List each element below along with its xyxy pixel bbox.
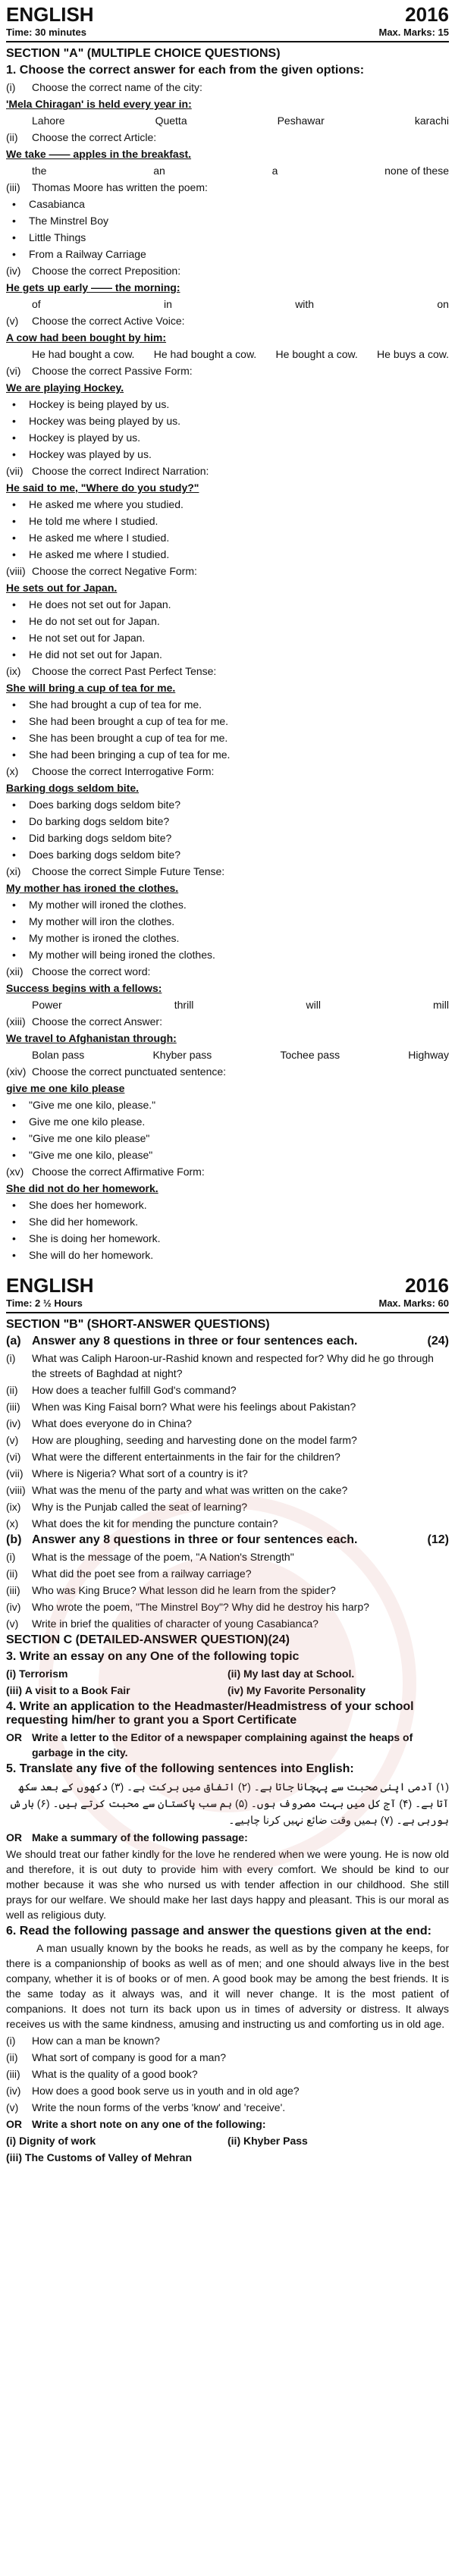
mcq-option: • She will do her homework.	[0, 1247, 455, 1263]
mcq-instruction	[0, 262, 455, 279]
mcq-option: • She is doing her homework.	[0, 1230, 455, 1247]
item-number: (v)	[6, 2101, 19, 2113]
mcq-instruction	[0, 863, 455, 880]
topic-text: Khyber Pass	[243, 2135, 308, 2147]
topic-text: My Favorite Personality	[246, 1684, 366, 1696]
poem-question	[0, 1599, 455, 1615]
item-text: How does a good book serve us in youth and in old age?	[32, 2085, 300, 2097]
mcq-option: • My mother will being ironed the clothes.	[0, 946, 455, 963]
mcq-number: (xi)	[6, 865, 21, 877]
mcq-option: • He does not set out for Japan.	[0, 596, 455, 613]
time-label: Time: 2 ½ Hours	[6, 1297, 83, 1309]
mcq-option: Peshawar	[277, 115, 325, 127]
short-question	[0, 1398, 455, 1415]
mcq-option: of	[32, 298, 41, 310]
mcq-options	[0, 996, 455, 1013]
mcq-option: the	[32, 165, 47, 177]
mcq-number: (i)	[6, 81, 16, 93]
topic-number: (i)	[6, 1668, 17, 1680]
question-marks: (24)	[427, 1335, 449, 1348]
paper-objective	[0, 0, 455, 1263]
mcq-option: • My mother will ironed the clothes.	[0, 896, 455, 913]
short-question	[0, 1515, 455, 1532]
mcq-number: (xii)	[6, 965, 24, 977]
short-question	[0, 1350, 455, 1382]
item-text: When was King Faisal born? What were his feelings about Pakistan?	[32, 1401, 356, 1413]
mcq-option: • Casabianca	[0, 196, 455, 212]
mcq-option: with	[295, 298, 315, 310]
topic-text: Terrorism	[19, 1668, 68, 1680]
mcq-option: • He asked me where you studied.	[0, 496, 455, 513]
item-number: (iv)	[6, 2085, 21, 2097]
mcq-instruction	[0, 563, 455, 579]
mcq-stem: He gets up early —— the morning:	[6, 281, 180, 293]
urdu-sentences: (۱) آدمی اپنی صحبت سے پہچانا جاتا ہے۔ (۲) اتفاق میں برکت ہے۔ (۳) دکھوں کے بعد سکھ آتا ہے۔ (۴) آج کل میں بہت مصروف ہوں۔ (۵) ہم سب پاکستان سے محبت کرتے ہیں۔ (۶) بارش ہورہی ہے۔ (۷) ہمیں وقت ضائع نہیں کرنا چاہیے۔	[9, 1781, 449, 1826]
topic-number: (ii)	[228, 2135, 241, 2147]
mcq-option: • My mother will iron the clothes.	[0, 913, 455, 930]
mcq-option: • She had been bringing a cup of tea for me.	[0, 746, 455, 763]
item-text: What does the kit for mending the puncture contain?	[32, 1517, 278, 1530]
mcq-options	[0, 296, 455, 312]
mcq-instruction	[0, 362, 455, 379]
mcq-options	[0, 162, 455, 179]
or-text: Write a short note on any one of the following:	[32, 2118, 266, 2130]
item-text: How does a teacher fulfill God's command?	[32, 1384, 237, 1396]
or-text: Make a summary of the following passage:	[32, 1831, 248, 1843]
mcq-instruction-text: Choose the correct word:	[32, 965, 151, 977]
question-6-list	[0, 2032, 455, 2116]
item-number: (x)	[6, 1517, 19, 1530]
mcq-stem: We are playing Hockey.	[6, 381, 124, 394]
item-number: (viii)	[6, 1484, 26, 1496]
mcq-instruction	[0, 763, 455, 780]
mcq-instruction	[0, 963, 455, 980]
mcq-stem: Success begins with a fellows:	[6, 982, 162, 994]
comprehension-passage: A man usually known by the books he reads, as well as by the company he keeps, for there is a companionship of books as well as of men; and one should always live in the best company, whether it is of books or of men. A good book may be among the best friends. It is the same today as it always was, and it will never change. It is the most patient of companions. It does not turn its back upon us in times of adversity or distress. It always receives us with the same kindness, amusing and instructing us and comforting us in old age.	[6, 1942, 449, 2030]
question-5-or	[0, 1829, 455, 1846]
mcq-instruction-text: Choose the correct Simple Future Tense:	[32, 865, 225, 877]
mcq-instruction	[0, 1163, 455, 1180]
mcq-options	[0, 346, 455, 362]
topic-number: (iv)	[228, 1684, 243, 1696]
question-4-or	[0, 1729, 455, 1761]
paper-meta	[0, 27, 455, 38]
mcq-instruction	[0, 1013, 455, 1030]
mcq-option: • Hockey is played by us.	[0, 429, 455, 446]
mcq-list	[0, 79, 455, 1263]
mcq-stem: A cow had been bought by him:	[6, 331, 167, 344]
mcq-instruction-text: Choose the correct Affirmative Form:	[32, 1166, 205, 1178]
note-topic	[6, 2150, 449, 2165]
mcq-stem: 'Mela Chiragan' is held every year in:	[6, 98, 192, 110]
mcq-instruction-text: Choose the correct Article:	[32, 131, 157, 143]
mcq-option: • Give me one kilo please.	[0, 1113, 455, 1130]
mcq-instruction	[0, 79, 455, 96]
mcq-number: (ix)	[6, 665, 21, 677]
mcq-stem: She did not do her homework.	[6, 1182, 158, 1194]
item-number: (v)	[6, 1434, 19, 1446]
paper-header	[0, 1274, 455, 1297]
mcq-number: (ii)	[6, 131, 18, 143]
mcq-instruction	[0, 663, 455, 679]
mcq-instruction-text: Choose the correct Indirect Narration:	[32, 465, 209, 477]
divider	[6, 41, 449, 42]
mcq-option: a	[271, 165, 278, 177]
item-text: What was Caliph Haroon-ur-Rashid known and respected for? Why did he go through the streets of Baghdad at night?	[32, 1352, 434, 1379]
item-text: How can a man be known?	[32, 2035, 160, 2047]
paper-header	[0, 3, 455, 27]
mcq-option: • The Minstrel Boy	[0, 212, 455, 229]
item-number: (ii)	[6, 1384, 18, 1396]
question-text: Answer any 8 questions in three or four sentences each.	[32, 1335, 358, 1348]
year-label: 2016	[405, 1274, 449, 1297]
divider	[6, 1312, 449, 1313]
mcq-number: (vii)	[6, 465, 24, 477]
item-number: (v)	[6, 1617, 19, 1630]
mcq-option: • Hockey is being played by us.	[0, 396, 455, 413]
short-question	[0, 1465, 455, 1482]
mcq-option: He had bought a cow.	[32, 348, 135, 360]
mcq-number: (xiii)	[6, 1015, 26, 1028]
mcq-instruction-text: Choose the correct punctuated sentence:	[32, 1065, 227, 1078]
mcq-option: an	[153, 165, 165, 177]
mcq-option: • She does her homework.	[0, 1197, 455, 1213]
question-2b-list	[0, 1548, 455, 1632]
item-text: Who wrote the poem, "The Minstrel Boy"? Why did he destroy his harp?	[32, 1601, 369, 1613]
mcq-stem: We travel to Afghanistan through:	[6, 1032, 177, 1044]
mcq-option: none of these	[384, 165, 449, 177]
mcq-option: • Hockey was being played by us.	[0, 413, 455, 429]
poem-question	[0, 1615, 455, 1632]
short-question	[0, 1498, 455, 1515]
subject-title: ENGLISH	[6, 3, 94, 26]
item-number: (ii)	[6, 2051, 18, 2063]
mcq-instruction-text: Choose the correct Passive Form:	[32, 365, 193, 377]
mcq-instruction-text: Thomas Moore has written the poem:	[32, 181, 208, 193]
mcq-number: (x)	[6, 765, 19, 777]
question-2a	[0, 1333, 455, 1350]
item-text: Why is the Punjab called the seat of learning?	[32, 1501, 248, 1513]
essay-topic	[228, 1683, 449, 1698]
item-number: (vi)	[6, 1451, 21, 1463]
section-c-title: SECTION C (DETAILED-ANSWER QUESTION)(24)	[6, 1633, 290, 1646]
mcq-number: (vi)	[6, 365, 21, 377]
question-3-topics	[0, 1665, 455, 1699]
mcq-option: • He asked me where I studied.	[0, 546, 455, 563]
mcq-options	[0, 1046, 455, 1063]
mcq-option: • He not set out for Japan.	[0, 629, 455, 646]
item-text: Where is Nigeria? What sort of a country is it?	[32, 1467, 248, 1479]
question-6-or	[0, 2116, 455, 2132]
mcq-option: • Hockey was played by us.	[0, 446, 455, 463]
mcq-stem: We take —— apples in the breakfast.	[6, 148, 192, 160]
mcq-option: will	[306, 999, 321, 1011]
mcq-option: • He did not set out for Japan.	[0, 646, 455, 663]
topic-text: My last day at School.	[243, 1668, 355, 1680]
mcq-options	[0, 112, 455, 129]
mcq-number: (viii)	[6, 565, 26, 577]
question-6-or-topics	[0, 2132, 455, 2166]
or-label: OR	[6, 1831, 22, 1843]
question-number: (a)	[6, 1335, 21, 1348]
mcq-instruction-text: Choose the correct Negative Form:	[32, 565, 197, 577]
mcq-option: Quetta	[155, 115, 187, 127]
item-text: What does everyone do in China?	[32, 1417, 192, 1429]
mcq-option: • Does barking dogs seldom bite?	[0, 846, 455, 863]
mcq-instruction	[0, 179, 455, 196]
question-6: 6. Read the following passage and answer the questions given at the end:	[6, 1925, 431, 1937]
mcq-instruction-text: Choose the correct name of the city:	[32, 81, 202, 93]
mcq-number: (iv)	[6, 265, 21, 277]
mcq-number: (xiv)	[6, 1065, 27, 1078]
item-text: What was the menu of the party and what was written on the cake?	[32, 1484, 348, 1496]
note-topic-row	[0, 2149, 455, 2166]
mcq-option: Lahore	[32, 115, 65, 127]
item-number: (iv)	[6, 1417, 21, 1429]
item-number: (i)	[6, 1352, 16, 1364]
mcq-option: Highway	[408, 1049, 449, 1061]
poem-question	[0, 1582, 455, 1599]
marks-label: Max. Marks: 60	[378, 1297, 449, 1309]
comprehension-question	[0, 2032, 455, 2049]
mcq-option: He had bought a cow.	[153, 348, 257, 360]
mcq-option: Bolan pass	[32, 1049, 85, 1061]
question-5: 5. Translate any five of the following sentences into English:	[6, 1762, 354, 1775]
mcq-option: • She had brought a cup of tea for me.	[0, 696, 455, 713]
poem-question	[0, 1565, 455, 1582]
mcq-option: • "Give me one kilo, please"	[0, 1147, 455, 1163]
mcq-instruction	[0, 1063, 455, 1080]
question-4: 4. Write an application to the Headmaster/Headmistress of your school requesting him/her to grant you a Sport Certificate	[6, 1700, 414, 1727]
comprehension-question	[0, 2049, 455, 2066]
topic-number: (ii)	[228, 1668, 241, 1680]
mcq-option: • My mother is ironed the clothes.	[0, 930, 455, 946]
mcq-option: • Do barking dogs seldom bite?	[0, 813, 455, 830]
essay-topic-row	[0, 1665, 455, 1682]
essay-topic	[228, 1666, 449, 1681]
poem-question	[0, 1548, 455, 1565]
question-3: 3. Write an essay on any One of the following topic	[6, 1650, 300, 1663]
essay-topic-row	[0, 1682, 455, 1699]
note-topic-row	[0, 2132, 455, 2149]
summary-passage: We should treat our father kindly for the love he rendered when we were young. He is now old and therefore, it is out duty to provide him with every comfort. We should be kind to our mother because it was she who nursed us with tender affection in our childhood. She still prays for our welfare. We should make her last days happy and pleasant. This is our moral as well as religious duty.	[6, 1848, 449, 1921]
mcq-instruction	[0, 463, 455, 479]
item-text: What is the message of the poem, "A Nation's Strength"	[32, 1551, 294, 1563]
mcq-option: in	[163, 298, 172, 310]
essay-topic	[6, 1683, 228, 1698]
question-1: 1. Choose the correct answer for each from the given options:	[6, 64, 365, 77]
item-text: How are ploughing, seeding and harvesting done on the model farm?	[32, 1434, 357, 1446]
mcq-option: thrill	[174, 999, 194, 1011]
mcq-option: He bought a cow.	[275, 348, 358, 360]
or-label: OR	[6, 1731, 22, 1743]
question-number: (b)	[6, 1533, 22, 1546]
item-number: (iii)	[6, 2068, 20, 2080]
item-text: Write in brief the qualities of character of young Casabianca?	[32, 1617, 318, 1630]
mcq-stem: He sets out for Japan.	[6, 582, 118, 594]
topic-text: A visit to a Book Fair	[24, 1684, 130, 1696]
short-question	[0, 1432, 455, 1448]
comprehension-question	[0, 2082, 455, 2099]
mcq-option: • He do not set out for Japan.	[0, 613, 455, 629]
item-text: What did the poet see from a railway carriage?	[32, 1567, 252, 1580]
mcq-option: karachi	[414, 115, 449, 127]
mcq-option: • Does barking dogs seldom bite?	[0, 796, 455, 813]
short-question	[0, 1482, 455, 1498]
mcq-option: on	[437, 298, 449, 310]
mcq-number: (xv)	[6, 1166, 24, 1178]
item-text: Who was King Bruce? What lesson did he learn from the spider?	[32, 1584, 336, 1596]
mcq-instruction-text: Choose the correct Active Voice:	[32, 315, 185, 327]
paper-meta	[0, 1297, 455, 1309]
item-number: (iv)	[6, 1601, 21, 1613]
essay-topic	[6, 1666, 228, 1681]
item-number: (ix)	[6, 1501, 21, 1513]
topic-number: (iii)	[6, 1684, 22, 1696]
short-question	[0, 1415, 455, 1432]
mcq-number: (iii)	[6, 181, 20, 193]
topic-text: The Customs of Valley of Mehran	[24, 2151, 193, 2163]
or-text: Write a letter to the Editor of a newspaper complaining against the heaps of garbage in the city.	[32, 1731, 413, 1759]
note-topic	[6, 2133, 228, 2148]
short-question	[0, 1448, 455, 1465]
item-text: What were the different entertainments in the fair for the children?	[32, 1451, 340, 1463]
mcq-option: • Little Things	[0, 229, 455, 246]
mcq-option: Khyber pass	[152, 1049, 212, 1061]
question-marks: (12)	[427, 1533, 449, 1546]
item-text: Write the noun forms of the verbs 'know' and 'receive'.	[32, 2101, 286, 2113]
mcq-instruction-text: Choose the correct Preposition:	[32, 265, 181, 277]
item-number: (vii)	[6, 1467, 24, 1479]
item-number: (iii)	[6, 1584, 20, 1596]
section-a-title: SECTION "A" (MULTIPLE CHOICE QUESTIONS)	[6, 47, 281, 60]
item-number: (i)	[6, 1551, 16, 1563]
mcq-option: • From a Railway Carriage	[0, 246, 455, 262]
mcq-stem: Barking dogs seldom bite.	[6, 782, 140, 794]
mcq-option: • He asked me where I studied.	[0, 529, 455, 546]
mcq-option: • She had been brought a cup of tea for me.	[0, 713, 455, 730]
question-2a-list	[0, 1350, 455, 1532]
mcq-option: • "Give me one kilo please"	[0, 1130, 455, 1147]
item-text: What is the quality of a good book?	[32, 2068, 198, 2080]
topic-number: (i)	[6, 2135, 17, 2147]
paper-subjective	[0, 1274, 455, 2166]
mcq-option: Tochee pass	[280, 1049, 340, 1061]
item-number: (iii)	[6, 1401, 20, 1413]
mcq-stem: He said to me, "Where do you study?"	[6, 482, 199, 494]
mcq-option: • "Give me one kilo, please."	[0, 1097, 455, 1113]
mcq-stem: She will bring a cup of tea for me.	[6, 682, 176, 694]
year-label: 2016	[405, 3, 449, 26]
section-b-title: SECTION "B" (SHORT-ANSWER QUESTIONS)	[6, 1318, 270, 1331]
comprehension-question	[0, 2099, 455, 2116]
mcq-option: He buys a cow.	[377, 348, 449, 360]
mcq-stem: give me one kilo please	[6, 1082, 125, 1094]
topic-number: (iii)	[6, 2151, 22, 2163]
mcq-option: • Did barking dogs seldom bite?	[0, 830, 455, 846]
time-label: Time: 30 minutes	[6, 27, 86, 38]
short-question	[0, 1382, 455, 1398]
topic-text: Dignity of work	[19, 2135, 96, 2147]
mcq-number: (v)	[6, 315, 19, 327]
mcq-stem: My mother has ironed the clothes.	[6, 882, 179, 894]
marks-label: Max. Marks: 15	[378, 27, 449, 38]
question-text: Answer any 8 questions in three or four sentences each.	[32, 1533, 358, 1546]
item-number: (i)	[6, 2035, 16, 2047]
mcq-instruction-text: Choose the correct Answer:	[32, 1015, 162, 1028]
mcq-instruction	[0, 129, 455, 146]
item-text: What sort of company is good for a man?	[32, 2051, 227, 2063]
mcq-instruction-text: Choose the correct Interrogative Form:	[32, 765, 215, 777]
mcq-instruction-text: Choose the correct Past Perfect Tense:	[32, 665, 217, 677]
question-2b	[0, 1532, 455, 1548]
or-label: OR	[6, 2118, 22, 2130]
mcq-option: • She has been brought a cup of tea for me.	[0, 730, 455, 746]
mcq-option: • She did her homework.	[0, 1213, 455, 1230]
note-topic	[228, 2133, 449, 2148]
mcq-instruction	[0, 312, 455, 329]
subject-title: ENGLISH	[6, 1274, 94, 1297]
mcq-option: mill	[433, 999, 449, 1011]
item-number: (ii)	[6, 1567, 18, 1580]
comprehension-question	[0, 2066, 455, 2082]
mcq-option: • He told me where I studied.	[0, 513, 455, 529]
mcq-option: Power	[32, 999, 62, 1011]
